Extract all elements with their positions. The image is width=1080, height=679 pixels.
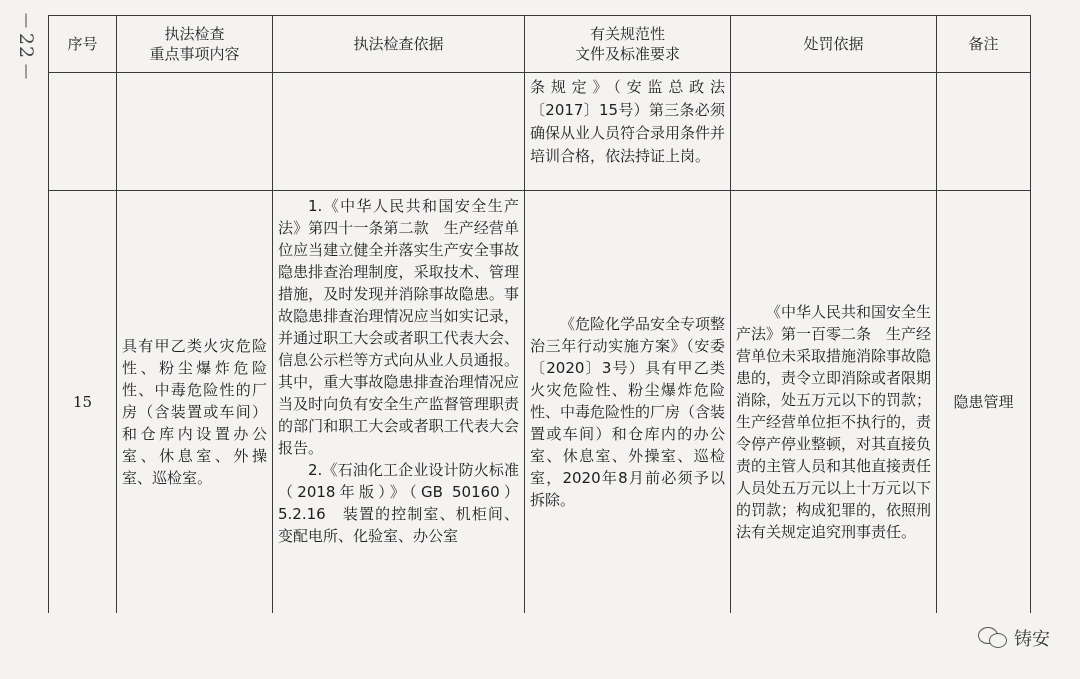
- page-number: [6, 18, 46, 108]
- cell-standards: [525, 191, 731, 613]
- watermark: [978, 625, 1050, 651]
- row-number: 15: [72, 392, 93, 411]
- table-row-15: [49, 191, 1031, 613]
- cell-items: [117, 191, 273, 613]
- header-standards-text: 有关规范性 文件及标准要求: [574, 25, 680, 63]
- wechat-icon: [978, 627, 1008, 649]
- cell-standards-cont: [525, 73, 731, 191]
- penalty-text: 《中华人民共和国安全生产法》第一百零二条 生产经营单位未采取措施消除事故隐患的，责令立即消除或者限期消除，处五万元以下的罚款；生产经营单位拒不执行的，责令停产停业整顿，对其直接负责的主管人员和其他直接责任人员处五万元以上十万元以下的罚款；构成犯罪的，依照刑法有关规定追究刑事责任。: [736, 302, 932, 541]
- basis-text-1: 1.《中华人民共和国安全生产法》第四十一条第二款 生产经营单位应当建立健全并落实生产安全事故隐患排查治理制度，采取技术、管理措施，及时发现并消除事故隐患。事故隐患排查治理情况应当如实记录，并通过职工大会或者职工代表大会、信息公示栏等方式向从业人员通报。其中，重大事故隐患排查治理情况应当及时向负有安全生产监督管理职责的部门和职工大会或者职工代表大会报告。: [278, 197, 519, 457]
- table-row-continued: [49, 73, 1031, 191]
- basis-text-2: 2.《石油化工企业设计防火标准（2018年版）》（GB 50160）5.2.16 装置的控制室、机柜间、变配电所、化验室、办公室: [278, 461, 519, 545]
- header-basis: 执法检查依据: [273, 16, 525, 73]
- header-items-text: 执法检查 重点事项内容: [149, 25, 240, 63]
- cell-empty: [273, 73, 525, 191]
- header-items: [117, 16, 273, 73]
- table-header-row: [49, 16, 1031, 73]
- cell-remark: [937, 191, 1031, 613]
- standards-text: 《危险化学品安全专项整治三年行动实施方案》（安委〔2020〕3号）具有甲乙类火灾危险性、粉尘爆炸危险性、中毒危险性的厂房（含装置或车间）和仓库内的办公室、休息室、外操室、巡检室，2020年8月前必须予以拆除。: [530, 314, 726, 509]
- header-standards: [525, 16, 731, 73]
- header-remark: 备注: [937, 16, 1031, 73]
- items-text: 具有甲乙类火灾危险性、粉尘爆炸危险性、中毒危险性的厂房（含装置或车间）和仓库内设置办公室、休息室、外操室、巡检室。: [122, 336, 267, 487]
- cell-empty: [937, 73, 1031, 191]
- cell-basis: [273, 191, 525, 613]
- cell-empty: [117, 73, 273, 191]
- cell-penalty: [731, 191, 937, 613]
- header-penalty: 处罚依据: [731, 16, 937, 73]
- header-no: 序号: [49, 16, 117, 73]
- cell-empty: [49, 73, 117, 191]
- page-number-text: 22: [15, 32, 37, 60]
- inspection-table: [48, 15, 1031, 613]
- cell-no: [49, 191, 117, 613]
- watermark-text: 铸安: [1014, 629, 1050, 650]
- remark-text: 隐患管理: [953, 392, 1014, 411]
- standards-cont-text: 条规定》（安监总政法〔2017〕15号）第三条必须确保从业人员符合录用条件并培训合格，依法持证上岗。: [530, 78, 726, 165]
- cell-empty: [731, 73, 937, 191]
